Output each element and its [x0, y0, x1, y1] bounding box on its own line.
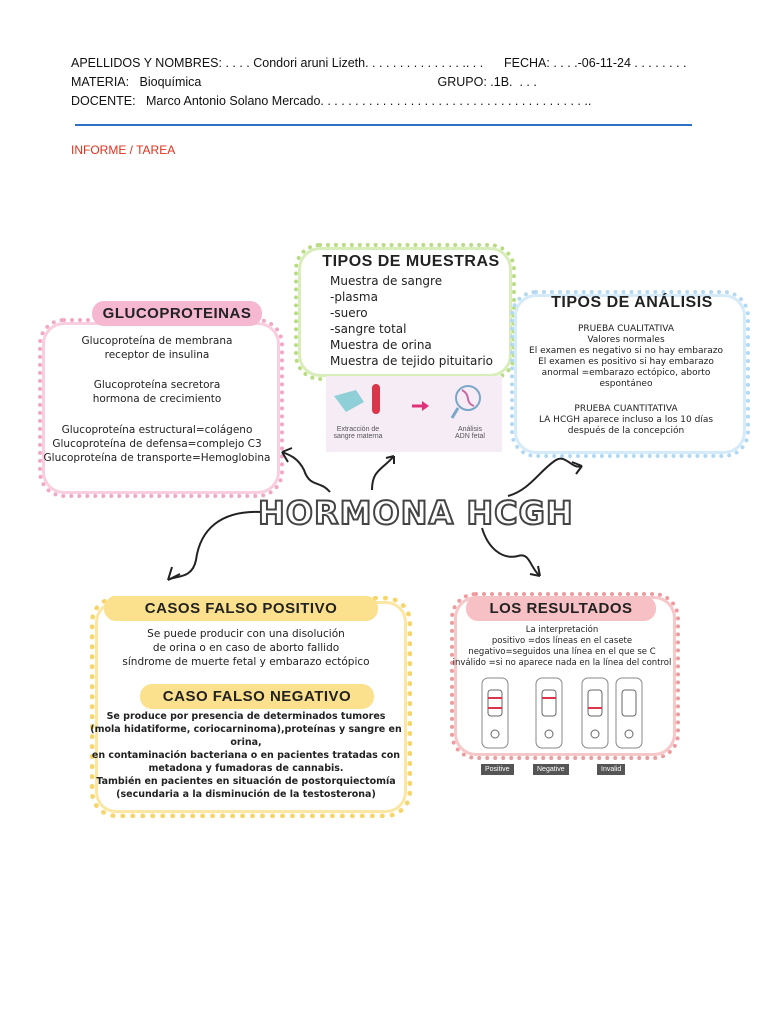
tipos-muestras-body: Muestra de sangre -plasma -suero -sangre total Muestra de orina Muestra de tejido pituitario: [330, 274, 494, 368]
cassette-invalid-2: [616, 678, 642, 748]
resultados-body: La interpretación positivo =dos líneas en el casete negativo=seguidos una línea en el que se C inválido =si no aparece nada en la línea del control: [452, 625, 672, 668]
analisis-quantitative-heading: PRUEBA CUANTITATIVA: [574, 404, 678, 414]
analisis-qualitative-heading: PRUEBA CUALITATIVA: [578, 324, 674, 334]
glucoproteinas-body-1: Glucoproteína de membrana receptor de insulina: [81, 335, 233, 361]
header-subject-group: MATERIA: Bioquímica GRUPO: .1B. . . .: [71, 75, 537, 89]
caption-blood-extraction: Extracción de sangre materna: [333, 426, 383, 440]
falso-positivo-body: Se puede producir con una disolución de orina o en caso de aborto fallido síndrome de muerte fetal y embarazo ectópico: [122, 628, 370, 668]
tipos-muestras-title: TIPOS DE MUESTRAS: [322, 253, 500, 270]
cassette-invalid-1: [582, 678, 608, 748]
falso-negativo-title: CASO FALSO NEGATIVO: [140, 684, 374, 709]
label-positive: Positive: [481, 764, 514, 775]
analisis-qualitative-body: Valores normales El examen es negativo si no hay embarazo El examen es positivo si hay embarazo anormal =embarazo ectópico, aborto espontáneo: [529, 335, 723, 389]
glucoproteinas-body-2: Glucoproteína secretora hormona de crecimiento: [92, 379, 222, 405]
label-negative: Negative: [533, 764, 569, 775]
analisis-quantitative-body: LA HCGH aparece incluso a los 10 días después de la concepción: [538, 415, 714, 436]
label-invalid: Invalid: [597, 764, 625, 775]
glucoproteinas-body-3: Glucoproteína estructural=colágeno Glucoproteína de defensa=complejo C3 Glucoproteína de transporte=Hemoglobina: [43, 424, 271, 464]
tipos-analisis-title: TIPOS DE ANÁLISIS: [551, 294, 713, 311]
caption-dna-analysis: Análisis ADN fetal: [455, 426, 485, 440]
center-title: HORMONA HCGH: [258, 494, 574, 532]
test-cassettes: [476, 676, 646, 752]
resultados-title: LOS RESULTADOS: [466, 596, 656, 621]
falso-negativo-body: Se produce por presencia de determinados tumores (mola hidatiforme, coriocarninoma),proteínas y sangre en orina, en contaminación bacteriana o en pacientes tratadas con metadona y fumadoras de cannabis. También en pacientes en situación de postorquiectomía (secundaria a la disminución de la testosterona): [90, 711, 402, 800]
report-label: INFORME / TAREA: [71, 143, 176, 157]
glucoproteinas-title: GLUCOPROTEINAS: [92, 301, 262, 326]
cassette-negative: [536, 678, 562, 748]
falso-positivo-title: CASOS FALSO POSITIVO: [104, 596, 378, 621]
header-teacher: DOCENTE: Marco Antonio Solano Mercado. . . . . . . . . . . . . . . . . . . . . . . . . . . . . . . . . . . . . . ..: [71, 94, 592, 108]
header-name-date: APELLIDOS Y NOMBRES: . . . . Condori aruni Lizeth. . . . . . . . . . . . . . .. . . FECHA: . . . .-06-11-24 . . . . . . . .: [71, 56, 687, 70]
cassette-positive: [482, 678, 508, 748]
